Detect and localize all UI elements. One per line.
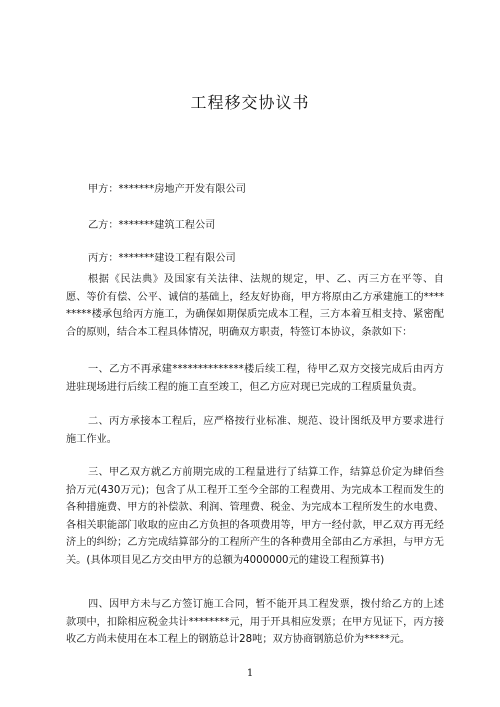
party-a: 甲方：*******房地产开发有限公司 — [88, 184, 246, 195]
document-title: 工程移交协议书 — [190, 93, 310, 112]
paragraph-clause-2: 二、丙方承接本工程后，应严格按行业标准、规范、设计图纸及甲方要求进行施工作业。 — [66, 416, 444, 445]
paragraph-clause-4: 四、因甲方未与乙方签订施工合同，暂不能开具工程发票，拨付给乙方的上述款项中，扣除相应税金共计********元，用于开具相应发票；在甲方见证下，丙方接收乙方尚未使用在本工程上的钢筋总计28吨；双方协商钢筋总价为*****元。 — [66, 599, 444, 645]
party-b: 乙方：*******建筑工程公司 — [88, 220, 216, 231]
paragraph-clause-3: 三、甲乙双方就乙方前期完成的工程量进行了结算工作，结算总价定为肆佰叁拾万元(430万元)；包含了从工程开工至今全部的工程费用、为完成本工程而发生的各种措施费、甲方的补偿款、利润、管理费、税金、为完成本工程所发生的水电费、各相关职能部门收取的应由乙方负担的各项费用等，甲方一经付款，甲乙双方再无经济上的纠纷；乙方完成结算部分的工程所产生的各种费用全部由乙方承担，与甲方无关。(具体项目见乙方交由甲方的总额为4000000元的建设工程预算书) — [66, 467, 444, 566]
paragraph-preamble: 根据《民法典》及国家有关法律、法规的规定，甲、乙、丙三方在平等、自愿、等价有偿、公平、诚信的基础上，经友好协商，甲方将原由乙方承建施工的*********楼承包给丙方施工，为确保如期保质完成本工程，三方本着互相支持、紧密配合的原则，结合本工程具体情况，明确双方职责，特签订本协议，条款如下： — [66, 274, 444, 338]
paragraph-clause-1: 一、乙方不再承建**************楼后续工程，待甲乙双方交接完成后由丙方进驻现场进行后续工程的施工直至竣工，但乙方应对现已完成的工程质量负责。 — [66, 364, 444, 393]
page-number: 1 — [246, 668, 254, 679]
party-c: 丙方：*******建设工程有限公司 — [88, 253, 236, 264]
